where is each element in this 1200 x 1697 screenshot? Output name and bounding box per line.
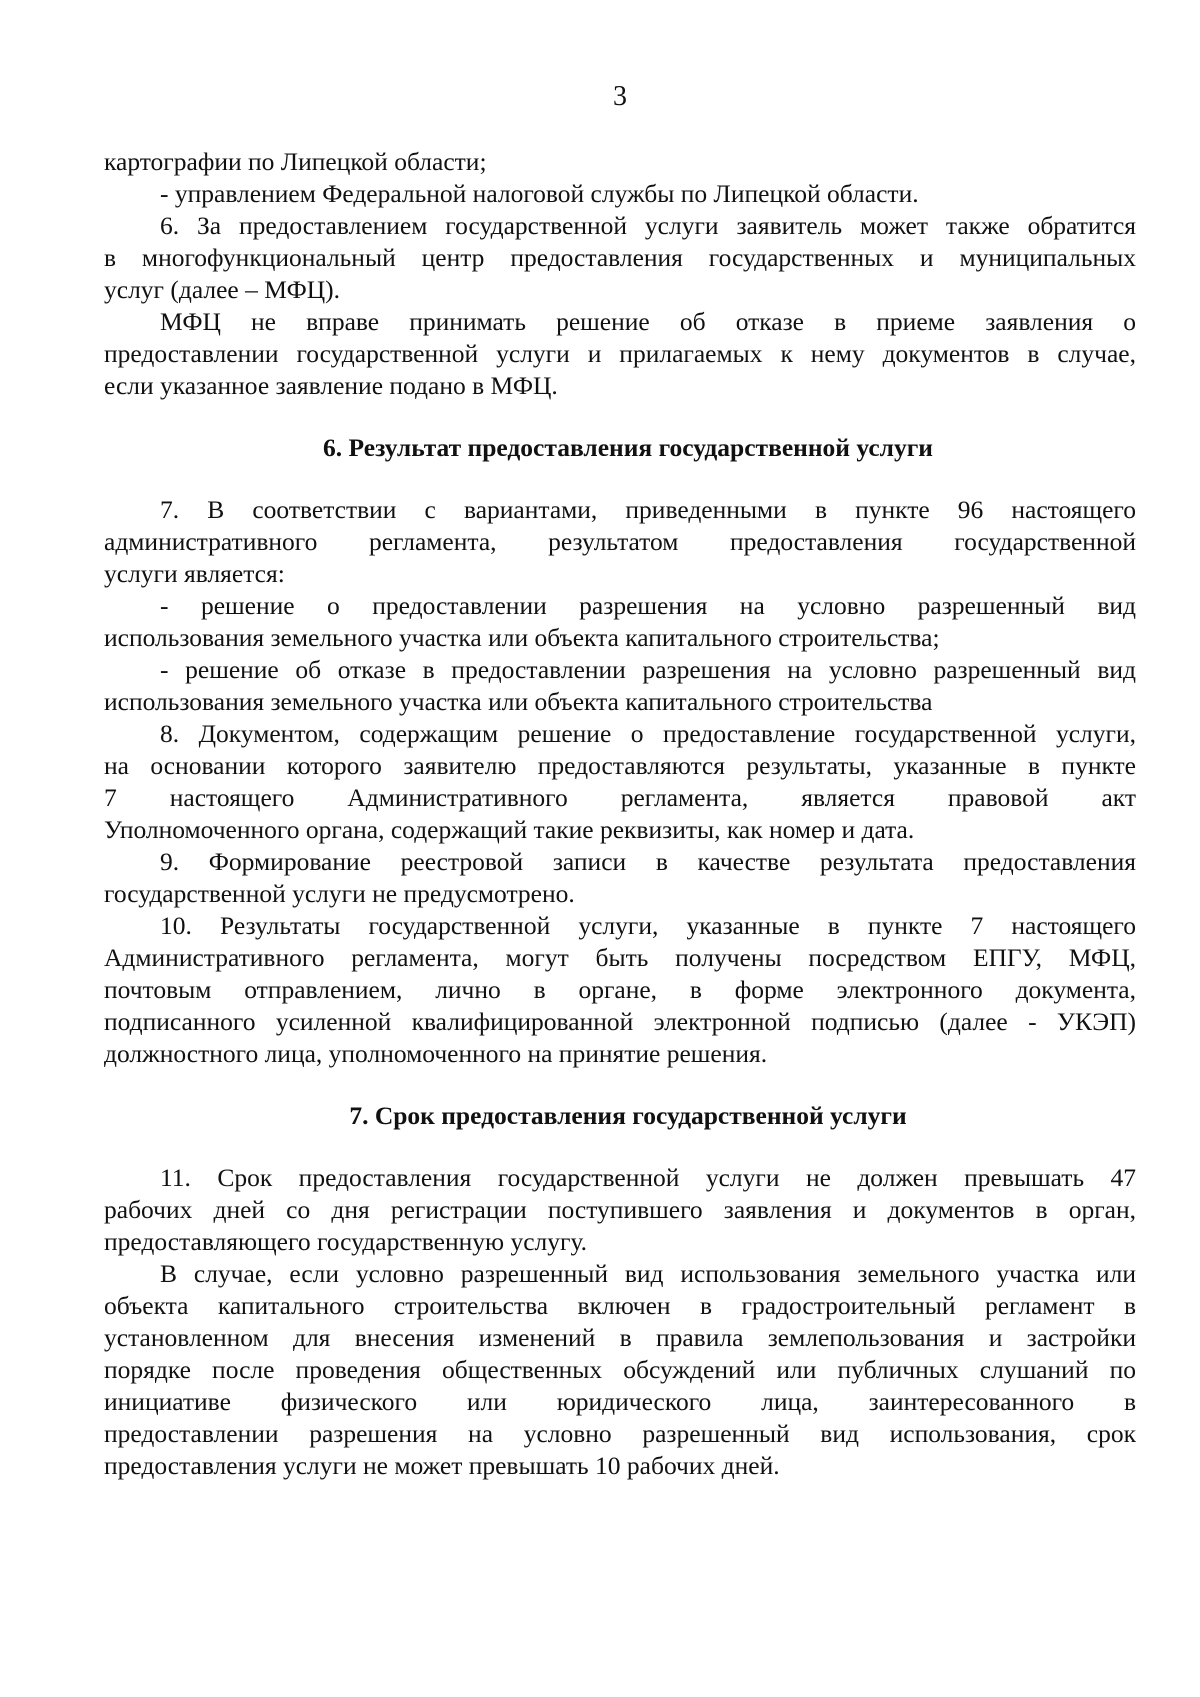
text-line: рабочих дней со дня регистрации поступившего заявления и документов в орган, (104, 1195, 1136, 1224)
text-line: - решение об отказе в предоставлении разрешения на условно разрешенный вид (160, 655, 1136, 684)
text-line: государственной услуги не предусмотрено. (104, 879, 575, 908)
text-line: подписанного усиленной квалифицированной электронной подписью (далее - УКЭП) (104, 1007, 1136, 1036)
page-number: 3 (613, 81, 627, 112)
text-line: услуги является: (104, 559, 285, 588)
section-heading: 7. Срок предоставления государственной услуги (349, 1101, 907, 1130)
paragraph (104, 306, 1136, 402)
text-line: МФЦ не вправе принимать решение об отказе в приеме заявления о (160, 307, 1136, 336)
paragraph (104, 718, 1136, 846)
text-line: на основании которого заявителю предоставляются результаты, указанные в пункте (104, 751, 1136, 780)
paragraph (104, 1162, 1136, 1258)
paragraph (104, 846, 1136, 910)
text-line: - решение о предоставлении разрешения на условно разрешенный вид (160, 591, 1136, 620)
paragraph (104, 494, 1136, 590)
text-line: установленном для внесения изменений в правила землепользования и застройки (104, 1323, 1136, 1352)
paragraph (104, 590, 1136, 654)
text-line: должностного лица, уполномоченного на принятие решения. (104, 1039, 768, 1068)
paragraph (104, 146, 1136, 178)
text-line: В случае, если условно разрешенный вид использования земельного участка или (160, 1259, 1136, 1288)
text-line: инициативе физического или юридического лица, заинтересованного в (104, 1387, 1136, 1416)
text-line: 11. Срок предоставления государственной услуги не должен превышать 47 (160, 1163, 1136, 1192)
text-line: 8. Документом, содержащим решение о предоставление государственной услуги, (160, 719, 1136, 748)
text-line: использования земельного участка или объекта капитального строительства; (104, 623, 940, 652)
text-line: порядке после проведения общественных обсуждений или публичных слушаний по (104, 1355, 1136, 1384)
text-line: 7. В соответствии с вариантами, приведенными в пункте 96 настоящего (160, 495, 1136, 524)
text-line: 6. За предоставлением государственной услуги заявитель может также обратится (160, 211, 1136, 240)
text-line: почтовым отправлением, лично в органе, в форме электронного документа, (104, 975, 1136, 1004)
text-line: услуг (далее – МФЦ). (104, 275, 341, 304)
text-line: если указанное заявление подано в МФЦ. (104, 371, 558, 400)
text-line: предоставления услуги не может превышать 10 рабочих дней. (104, 1451, 780, 1480)
text-line: картографии по Липецкой области; (104, 147, 487, 176)
text-line: Административного регламента, могут быть получены посредством ЕПГУ, МФЦ, (104, 943, 1136, 972)
text-line: - управлением Федеральной налоговой службы по Липецкой области. (160, 179, 919, 208)
text-line: 10. Результаты государственной услуги, указанные в пункте 7 настоящего (160, 911, 1136, 940)
paragraph (104, 178, 1136, 210)
text-line: 9. Формирование реестровой записи в качестве результата предоставления (160, 847, 1136, 876)
text-line: объекта капитального строительства включен в градостроительный регламент в (104, 1291, 1136, 1320)
text-line: в многофункциональный центр предоставления государственных и муниципальных (104, 243, 1136, 272)
text-line: Уполномоченного органа, содержащий такие реквизиты, как номер и дата. (104, 815, 915, 844)
text-line: 7 настоящего Административного регламента, является правовой акт (104, 783, 1136, 812)
text-line: предоставлении государственной услуги и прилагаемых к нему документов в случае, (104, 339, 1136, 368)
paragraph (104, 654, 1136, 718)
paragraph (104, 910, 1136, 1070)
text-line: использования земельного участка или объекта капитального строительства (104, 687, 933, 716)
section-heading: 6. Результат предоставления государственной услуги (323, 433, 933, 462)
text-line: административного регламента, результатом предоставления государственной (104, 527, 1136, 556)
document-body (104, 146, 1136, 1482)
text-line: предоставляющего государственную услугу. (104, 1227, 588, 1256)
paragraph (104, 210, 1136, 306)
text-line: предоставлении разрешения на условно разрешенный вид использования, срок (104, 1419, 1136, 1448)
paragraph (104, 1258, 1136, 1482)
